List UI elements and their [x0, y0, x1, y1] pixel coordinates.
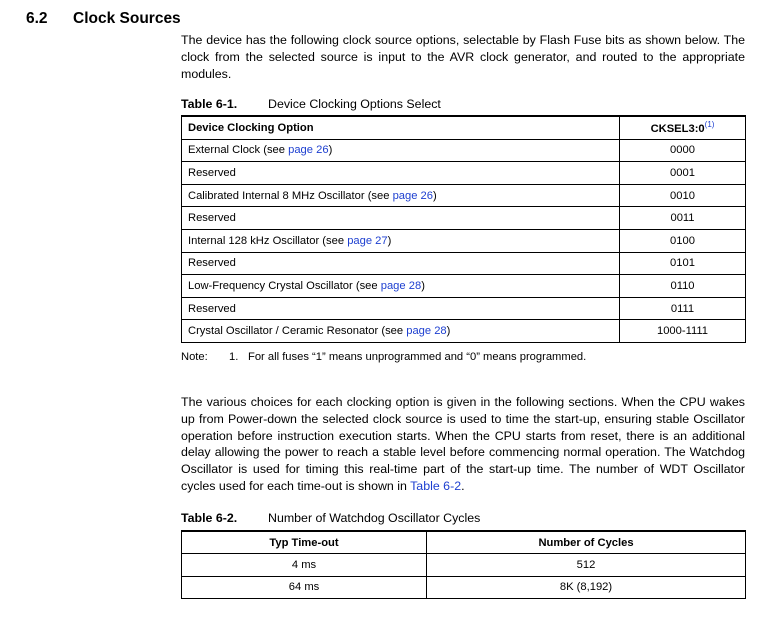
option-suffix: ) [421, 279, 425, 292]
footnote-ref-link[interactable]: (1) [704, 120, 715, 130]
clocking-options-table [181, 115, 746, 343]
table2-title: Number of Watchdog Oscillator Cycles [268, 511, 481, 525]
cksel-cell: 1000-1111 [620, 320, 746, 343]
option-suffix: ) [446, 325, 451, 338]
header-number-of-cycles: Number of Cycles [427, 531, 746, 554]
table1-caption [181, 97, 441, 111]
option-text: Reserved [188, 166, 236, 179]
option-cell [182, 297, 620, 320]
option-cell [182, 252, 620, 275]
table-row [182, 275, 746, 298]
section-number: 6.2 [26, 10, 48, 27]
table-row [182, 229, 746, 252]
table2-number: Table 6-2. [181, 511, 238, 525]
option-suffix: ) [387, 234, 392, 247]
note-number: 1. [229, 351, 239, 363]
body-text: The various choices for each clocking option is given in the following sections. When the CPU wakes up from Power-down the selected clock source is used to time the start-up, ensuring stable Oscillator operation before instruction execution starts. When the CPU starts from reset, there is an additional delay allowing the power to reach a stable level before commencing normal operation. The Watchdog Oscillator is used for timing this real-time part of the start-up time. The number of WDT Oscillator cycles used for each time-out is shown in [181, 395, 745, 493]
cksel-cell: 0011 [620, 207, 746, 230]
cycles-cell: 8K (8,192) [427, 576, 746, 598]
intro-paragraph: The device has the following clock source options, selectable by Flash Fuse bits as shown below. The clock from the selected source is input to the AVR clock generator, and routed to the appropriate modules. [181, 33, 745, 81]
header-cksel-label: CKSEL3:0 [650, 123, 705, 136]
cksel-cell: 0111 [620, 297, 746, 320]
option-text: Crystal Oscillator / Ceramic Resonator (see [188, 325, 407, 338]
cksel-cell: 0100 [620, 229, 746, 252]
cksel-cell: 0001 [620, 162, 746, 185]
header-cksel [620, 116, 746, 139]
option-text: External Clock (see [188, 144, 289, 157]
body-paragraph [181, 394, 745, 495]
table-row [182, 252, 746, 275]
table-note [181, 351, 586, 363]
option-text: Internal 128 kHz Oscillator (see [188, 234, 348, 247]
table-header-row [182, 531, 746, 554]
table-header-row [182, 116, 746, 139]
header-typ-timeout: Typ Time-out [182, 531, 427, 554]
option-cell [182, 184, 620, 207]
page-link[interactable]: page 26 [392, 189, 434, 202]
page-link[interactable]: page 28 [380, 279, 422, 292]
cksel-cell: 0101 [620, 252, 746, 275]
option-cell [182, 162, 620, 185]
page-link[interactable]: page 26 [288, 144, 329, 157]
table1-title: Device Clocking Options Select [268, 97, 441, 111]
timeout-cell: 64 ms [182, 576, 427, 598]
page-link[interactable]: page 27 [347, 234, 388, 247]
watchdog-cycles-table [181, 530, 746, 599]
cksel-cell: 0000 [620, 139, 746, 162]
table2-caption [181, 511, 480, 525]
table1-number: Table 6-1. [181, 97, 238, 111]
option-text: Reserved [188, 212, 236, 225]
option-text: Reserved [188, 302, 236, 315]
option-text: Reserved [188, 257, 236, 270]
header-device-clocking-option: Device Clocking Option [182, 116, 620, 139]
table-row [182, 554, 746, 576]
note-text: For all fuses “1” means unprogrammed and “0” means programmed. [248, 351, 587, 363]
option-cell [182, 139, 620, 162]
table-row [182, 207, 746, 230]
option-cell [182, 207, 620, 230]
cycles-cell: 512 [427, 554, 746, 576]
option-cell [182, 229, 620, 252]
cksel-cell: 0010 [620, 184, 746, 207]
body-text-end: . [461, 478, 465, 493]
option-suffix: ) [433, 189, 437, 202]
note-label: Note: [181, 351, 208, 363]
option-suffix: ) [328, 144, 333, 157]
page-link[interactable]: page 28 [406, 325, 447, 338]
table-ref-link[interactable]: Table 6-2 [410, 478, 462, 493]
option-text: Calibrated Internal 8 MHz Oscillator (see [188, 189, 393, 202]
timeout-cell: 4 ms [182, 554, 427, 576]
table-row [182, 320, 746, 343]
option-cell [182, 275, 620, 298]
table-row [182, 162, 746, 185]
table-row [182, 139, 746, 162]
table-row [182, 184, 746, 207]
cksel-cell: 0110 [620, 275, 746, 298]
option-text: Low-Frequency Crystal Oscillator (see [188, 279, 381, 292]
option-cell [182, 320, 620, 343]
table-row [182, 297, 746, 320]
section-title: Clock Sources [73, 10, 181, 27]
table-row [182, 576, 746, 598]
